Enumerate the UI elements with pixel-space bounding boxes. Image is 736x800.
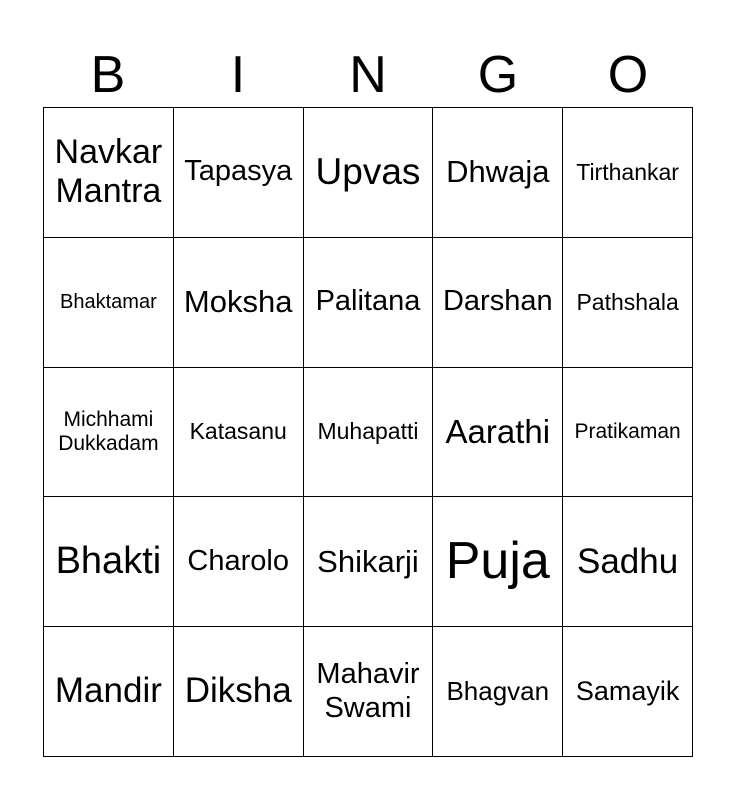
header-letter-b: B [90, 46, 126, 104]
bingo-cell-label: Diksha [184, 671, 292, 711]
bingo-cell-label: Moksha [183, 284, 293, 320]
bingo-header [43, 44, 693, 106]
bingo-cell[interactable] [304, 497, 434, 627]
bingo-cell[interactable] [44, 497, 174, 627]
bingo-cell[interactable] [44, 627, 174, 757]
bingo-cell-label: Muhapatti [317, 418, 419, 445]
bingo-cell[interactable] [44, 238, 174, 368]
bingo-cell[interactable] [174, 108, 304, 238]
bingo-cell[interactable] [304, 108, 434, 238]
header-letter-n: N [349, 46, 387, 104]
bingo-cell[interactable] [433, 238, 563, 368]
bingo-cell[interactable] [563, 497, 693, 627]
bingo-cell-label: Katasanu [189, 418, 287, 445]
bingo-cell[interactable] [563, 108, 693, 238]
bingo-cell[interactable] [563, 368, 693, 498]
bingo-cell[interactable] [174, 368, 304, 498]
bingo-cell-label: Mahavir Swami [316, 658, 420, 724]
bingo-cell[interactable] [433, 627, 563, 757]
bingo-cell[interactable] [44, 108, 174, 238]
bingo-cell[interactable] [174, 627, 304, 757]
bingo-cell[interactable] [433, 497, 563, 627]
header-letter-o: O [607, 46, 649, 104]
bingo-cell-label: Bhakti [55, 539, 162, 582]
bingo-cell-label: Darshan [442, 285, 553, 318]
bingo-cell-label: Dhwaja [446, 154, 550, 190]
bingo-cell-label: Michhami Dukkadam [58, 407, 159, 455]
bingo-cell[interactable] [174, 497, 304, 627]
bingo-cell[interactable] [304, 238, 434, 368]
bingo-cell[interactable] [304, 627, 434, 757]
header-letter-g: G [477, 46, 519, 104]
bingo-cell-label: Pathshala [576, 288, 679, 315]
bingo-board [43, 107, 693, 757]
bingo-cell-label: Shikarji [317, 543, 419, 579]
bingo-cell-label: Sadhu [576, 541, 679, 581]
bingo-cell-label: Bhagvan [446, 676, 550, 707]
bingo-cell-label: Upvas [315, 151, 421, 193]
bingo-cell-label: Puja [445, 532, 550, 591]
bingo-cell-label: Aarathi [445, 412, 551, 450]
bingo-cell[interactable] [433, 108, 563, 238]
bingo-cell[interactable] [174, 238, 304, 368]
bingo-cell-label: Mandir [54, 671, 162, 711]
bingo-cell-label: Bhaktamar [60, 291, 157, 314]
bingo-cell[interactable] [563, 238, 693, 368]
bingo-cell[interactable] [563, 627, 693, 757]
bingo-cell[interactable] [304, 368, 434, 498]
bingo-cell-label: Charolo [187, 544, 289, 577]
bingo-cell-label: Navkar Mantra [54, 133, 163, 211]
bingo-cell[interactable] [433, 368, 563, 498]
bingo-cell-label: Pratikaman [574, 420, 681, 444]
bingo-cell-label: Samayik [575, 675, 680, 706]
bingo-cell[interactable] [44, 368, 174, 498]
bingo-cell-label: Palitana [315, 285, 421, 318]
header-letter-i: I [230, 46, 246, 104]
bingo-cell-label: Tapasya [184, 155, 293, 188]
bingo-cell-label: Tirthankar [576, 158, 679, 185]
